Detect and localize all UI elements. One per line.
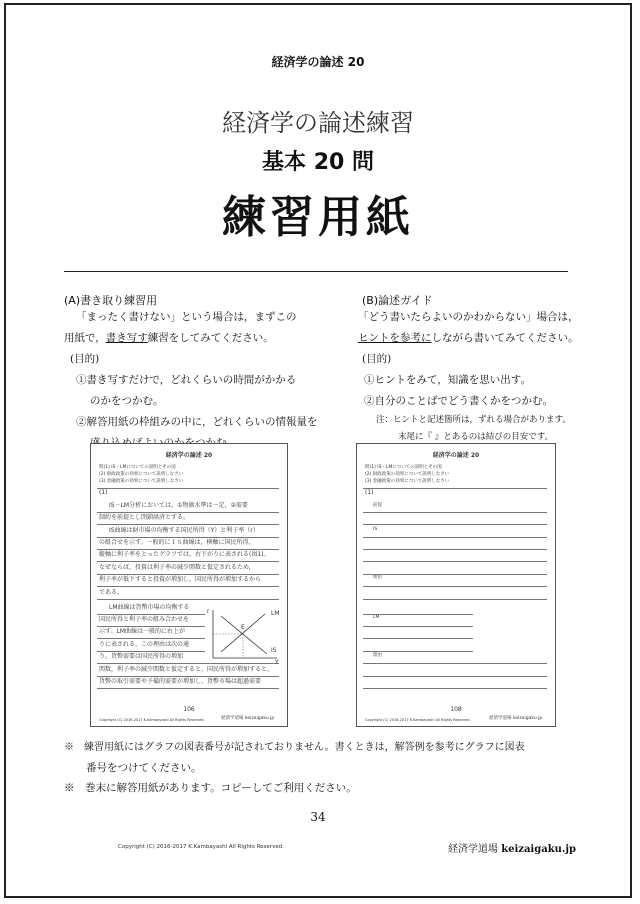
thumb-b-rule <box>363 549 547 550</box>
thumb-b-hint-2: IS <box>373 527 378 532</box>
section-a-item-2a: ②解答用紙の枠組みの中に，どれくらいの情報量を <box>76 416 318 428</box>
thumb-a-q2: (2) 財政政策の効果について説明しなさい <box>99 472 184 477</box>
section-b-title: (B)論述ガイド <box>362 294 433 307</box>
thumb-a-rule <box>97 537 279 538</box>
thumb-a-rule <box>97 599 279 600</box>
thumb-a-line: なぜならば，投資は利子率の減少関数と仮定されるため， <box>99 564 255 571</box>
page-title: 練習用紙 <box>222 192 414 243</box>
thumb-b-rule <box>363 586 547 587</box>
thumb-a-rule <box>97 614 205 615</box>
page-number: 34 <box>310 810 326 824</box>
thumb-a-rule <box>97 676 279 677</box>
thumb-a-header: 経済学の論述 20 <box>165 452 213 459</box>
footer-site: keizaigaku.jp <box>501 844 576 855</box>
thumb-b-hint-1: 前提 <box>373 503 382 508</box>
thumb-b-rule <box>363 599 547 600</box>
thumb-a-rule <box>97 586 279 587</box>
book-subtitle: 基本 20 問 <box>262 150 374 175</box>
section-b-line-2-underline: ヒントを参考に <box>358 332 432 344</box>
thumb-a-line: 制約を前提とし閉鎖経済とする。 <box>99 514 190 521</box>
thumb-b-hint-3: 理由 <box>373 575 382 580</box>
thumb-b-rule <box>363 651 473 652</box>
title-divider <box>64 271 568 272</box>
thumb-a-page: 106 <box>183 706 195 713</box>
thumb-b-hint-4: LM <box>373 615 380 620</box>
section-a-line-2 <box>64 328 356 349</box>
section-a-text <box>64 307 356 454</box>
thumb-b-rule <box>363 688 547 689</box>
thumb-b-rule <box>363 676 547 677</box>
section-a-line-1: 「まったく書けない」という場合は，まずこの <box>76 311 297 323</box>
thumb-a-graph-lm: LM <box>271 610 280 617</box>
thumb-a-islm-graph <box>207 606 281 664</box>
thumb-a-graph-y: Y <box>275 659 279 666</box>
section-a-item-1a: ①書き写すだけで，どれくらいの時間がかかる <box>76 374 297 386</box>
section-b-note-2: 末尾に『 』とあるのは結びの目安です。 <box>398 432 554 442</box>
section-a-title: (A)書き取り練習用 <box>64 294 158 307</box>
note-1: ※ 練習用紙にはグラフの図表番号が記されておりません。書くときは，解答例を参考にグラフに図表 <box>64 742 525 753</box>
thumb-b-copyright: Copyright (C) 2016-2017 K.Kambayashi All Rights Reserved. <box>365 718 471 722</box>
thumb-a-rule <box>97 626 205 627</box>
note-1-cont: 番号をつけてください。 <box>86 762 202 774</box>
note-2: ※ 巻末に解答用紙があります。コピーしてご利用ください。 <box>64 782 357 794</box>
thumb-a-site: 経済学道場 keizaigaku.jp <box>221 716 275 721</box>
notes <box>64 738 594 798</box>
footer-brand <box>448 840 576 855</box>
thumb-a-rule <box>97 688 279 689</box>
thumb-a-rule <box>97 488 279 489</box>
thumb-b-rule <box>363 561 547 562</box>
thumb-b-header: 経済学の論述 20 <box>432 452 480 459</box>
thumb-b-q2: (2) 財政政策の効果について説明しなさい <box>365 472 450 477</box>
thumb-a-line: 国民所得と利子率の組み合わせを <box>99 616 190 623</box>
footer-copyright: Copyright (C) 2016-2017 K.Kambayashi All Rights Reserved. <box>118 844 284 850</box>
thumbnail-practice-sheet-b <box>356 443 556 727</box>
thumb-b-rule <box>363 663 547 664</box>
thumb-a-line: り。貨幣需要は国民所得の増加 <box>99 653 184 660</box>
thumb-b-rule <box>363 626 473 627</box>
section-b-item-2: ②自分のことばでどう書くかをつかむ。 <box>364 395 553 407</box>
section-b-text <box>358 307 628 446</box>
thumb-b-page: 108 <box>450 706 462 713</box>
thumb-a-line: 貨幣の取引需要や予備的需要が増加し，貨幣市場は超過需要 <box>99 678 262 685</box>
running-header: 経済学の論述 20 <box>271 55 365 69</box>
footer-brand-name: 経済学道場 <box>448 844 498 855</box>
thumb-a-q3: (3) 金融政策の効果について説明しなさい <box>99 479 184 484</box>
thumb-a-rule <box>97 574 279 575</box>
thumb-b-q3: (3) 金融政策の効果について説明しなさい <box>365 479 450 484</box>
thumb-a-copyright: Copyright (C) 2016-2017 K.Kambayashi All Rights Reserved. <box>99 718 205 722</box>
thumb-a-line: LM曲線は貨幣市場の均衡する <box>109 604 190 611</box>
thumb-b-q1: 問(1) IS・LMについての説明とその図 <box>365 465 442 470</box>
thumb-b-hint-5: 理由 <box>373 653 382 658</box>
thumb-b-rule <box>363 512 547 513</box>
section-a-item-1b: のかをつかむ。 <box>90 395 164 407</box>
section-b-line-2-post: しながら書いてみてください。 <box>431 332 579 344</box>
thumb-a-graph-r: r <box>207 608 210 615</box>
thumb-b-rule <box>363 488 547 489</box>
thumb-a-line: 関数，利子率の減少関数と仮定すると，国民所得が増加すると， <box>99 666 274 673</box>
section-b-line-2 <box>358 328 628 349</box>
thumb-b-rule <box>363 574 547 575</box>
thumb-a-rule <box>97 549 279 550</box>
section-a-purpose: (目的) <box>70 353 100 365</box>
section-b-line-1: 「どう書いたらよいのかわからない」場合は， <box>358 311 579 323</box>
section-a-line-2-post: 練習をしてみてください。 <box>147 332 274 344</box>
thumb-b-site: 経済学道場 keizaigaku.jp <box>489 716 543 721</box>
thumb-a-line: の組合せを示す。一般的にＩＳ曲線は，横軸に国民所得， <box>99 539 255 546</box>
thumb-b-rule <box>363 537 547 538</box>
thumb-a-q1: 問(1) IS・LMについての説明とその図 <box>99 465 176 470</box>
thumb-a-rule <box>97 638 205 639</box>
section-b-item-1: ①ヒントをみて，知識を思い出す。 <box>364 374 531 386</box>
thumb-a-graph-e: E <box>241 624 245 631</box>
document-page <box>4 3 632 898</box>
thumb-b-rule <box>363 638 473 639</box>
thumb-a-line: りに表される。この理由は次の通 <box>99 641 190 648</box>
thumb-a-rule <box>97 524 279 525</box>
thumb-a-rule <box>97 512 279 513</box>
thumb-a-rule <box>97 561 279 562</box>
thumb-a-line: IS曲線は財市場の均衡する国民所得（Y）と利子率（r） <box>109 527 259 534</box>
thumb-a-line: 利子率が低下すると投資が増加し，国民所得が増加するから <box>99 576 262 583</box>
thumb-a-line: 縦軸に利子率をとったグラフでは，右下がりに表される(図1)。 <box>99 551 270 558</box>
thumb-a-line: IS－LM分析においては，①物価水準は一定，②需要 <box>109 502 248 509</box>
thumb-b-number: (1) <box>365 489 374 496</box>
section-a-line-2-underline: 書き写す <box>105 332 148 344</box>
thumbnail-practice-sheet-a <box>90 443 288 727</box>
thumb-b-rule <box>363 614 473 615</box>
thumb-a-number: (1) <box>99 489 108 496</box>
thumb-b-rule <box>363 524 547 525</box>
thumb-a-line: 示す。LM曲線は一般的に右上が <box>99 628 186 635</box>
thumb-a-graph-is: IS <box>271 647 277 654</box>
section-a-line-2-pre: 用紙で， <box>64 332 106 344</box>
book-title: 経済学の論述練習 <box>222 109 414 137</box>
section-b-note-1: 注：ヒントと記述箇所は，ずれる場合があります。 <box>376 415 571 425</box>
section-b-purpose: (目的) <box>362 353 392 365</box>
thumb-a-rule <box>97 651 205 652</box>
thumb-a-line: である。 <box>99 589 124 596</box>
